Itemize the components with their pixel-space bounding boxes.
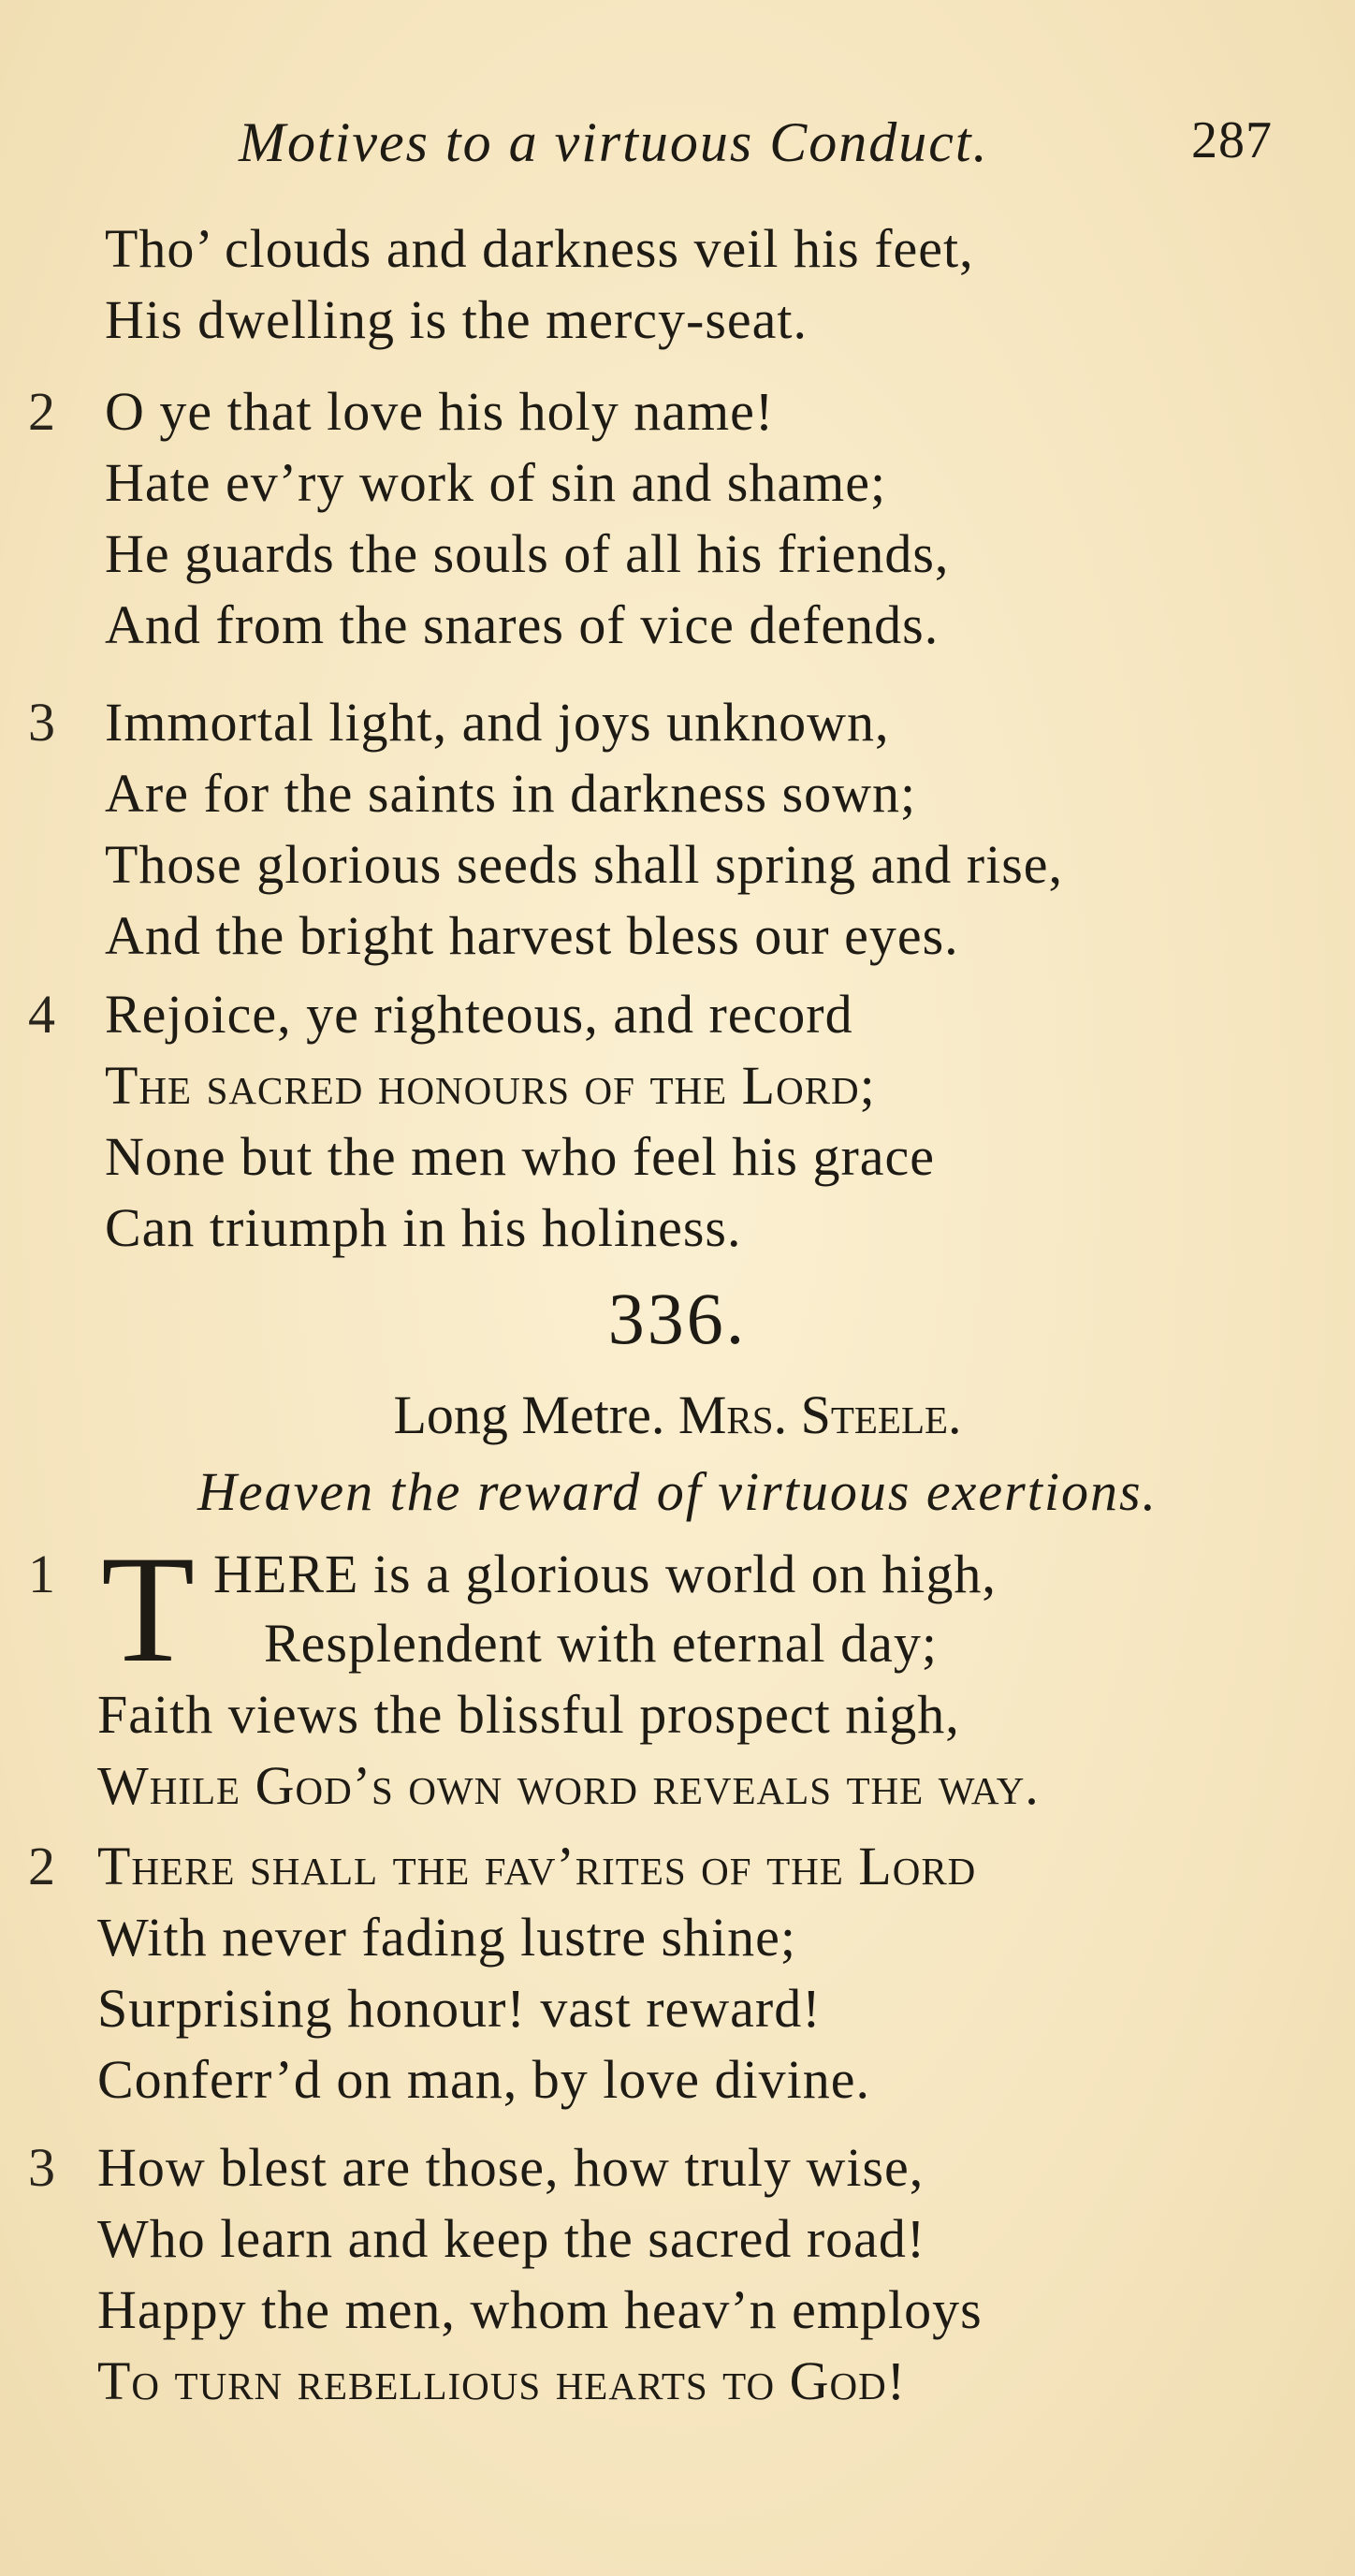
verse-line: Resplendent with eternal day; [264,1613,938,1674]
stanza-number: 3 [28,2137,55,2198]
verse-line: Conferr’d on man, by love divine. [97,2049,871,2110]
verse-line: Happy the men, whom heav’n employs [97,2279,983,2340]
verse-line: The sacred honours of the Lord; [105,1055,876,1116]
verse-line: Rejoice, ye righteous, and record [105,984,853,1045]
verse-line: None but the men who feel his grace [105,1126,935,1187]
hymn-author: Mrs. Steele. [678,1384,962,1445]
verse-line: Those glorious seeds shall spring and rise, [105,834,1064,895]
page-header [0,110,1355,185]
verse-line: Faith views the blissful prospect nigh, [97,1684,960,1745]
verse-line: And the bright harvest bless our eyes. [105,905,959,966]
stanza-number: 2 [28,381,55,442]
verse-line: Hate ev’ry work of sin and shame; [105,452,887,513]
verse-line: With never fading lustre shine; [97,1907,797,1968]
hymn-metre: Long Metre. [393,1384,665,1445]
verse-line: Who learn and keep the sacred road! [97,2208,926,2269]
hymn-subtitle: Heaven the reward of virtuous exertions. [197,1461,1158,1522]
running-title: Motives to a virtuous Conduct. [239,111,989,173]
verse-line: O ye that love his holy name! [105,381,775,442]
page-number: 287 [1191,111,1273,169]
verse-line: To turn rebellious hearts to God! [97,2350,907,2411]
drop-cap: T [101,1525,196,1694]
verse-line: And from the snares of vice defends. [105,594,940,655]
verse-line: He guards the souls of all his friends, [105,523,950,584]
verse-line: There shall the fav’rites of the Lord [97,1836,977,1896]
hymn-metre-author [0,1383,1355,1446]
verse-line: HERE is a glorious world on high, [213,1544,997,1604]
stanza-number: 1 [28,1544,55,1604]
verse-line: Surprising honour! vast reward! [97,1978,822,2039]
verse-line: Are for the saints in darkness sown; [105,763,917,824]
stanza-number: 2 [28,1836,55,1896]
stanza-number: 3 [28,692,55,753]
verse-line: Can triumph in his holiness. [105,1197,742,1258]
verse-line: His dwelling is the mercy-seat. [105,289,808,350]
hymn-number: 336. [607,1278,748,1359]
verse-line: Immortal light, and joys unknown, [105,692,890,753]
verse-line: While God’s own word reveals the way. [97,1755,1040,1816]
verse-line: Tho’ clouds and darkness veil his feet, [105,218,974,279]
stanza-number: 4 [28,984,55,1045]
verse-line: How blest are those, how truly wise, [97,2137,925,2198]
